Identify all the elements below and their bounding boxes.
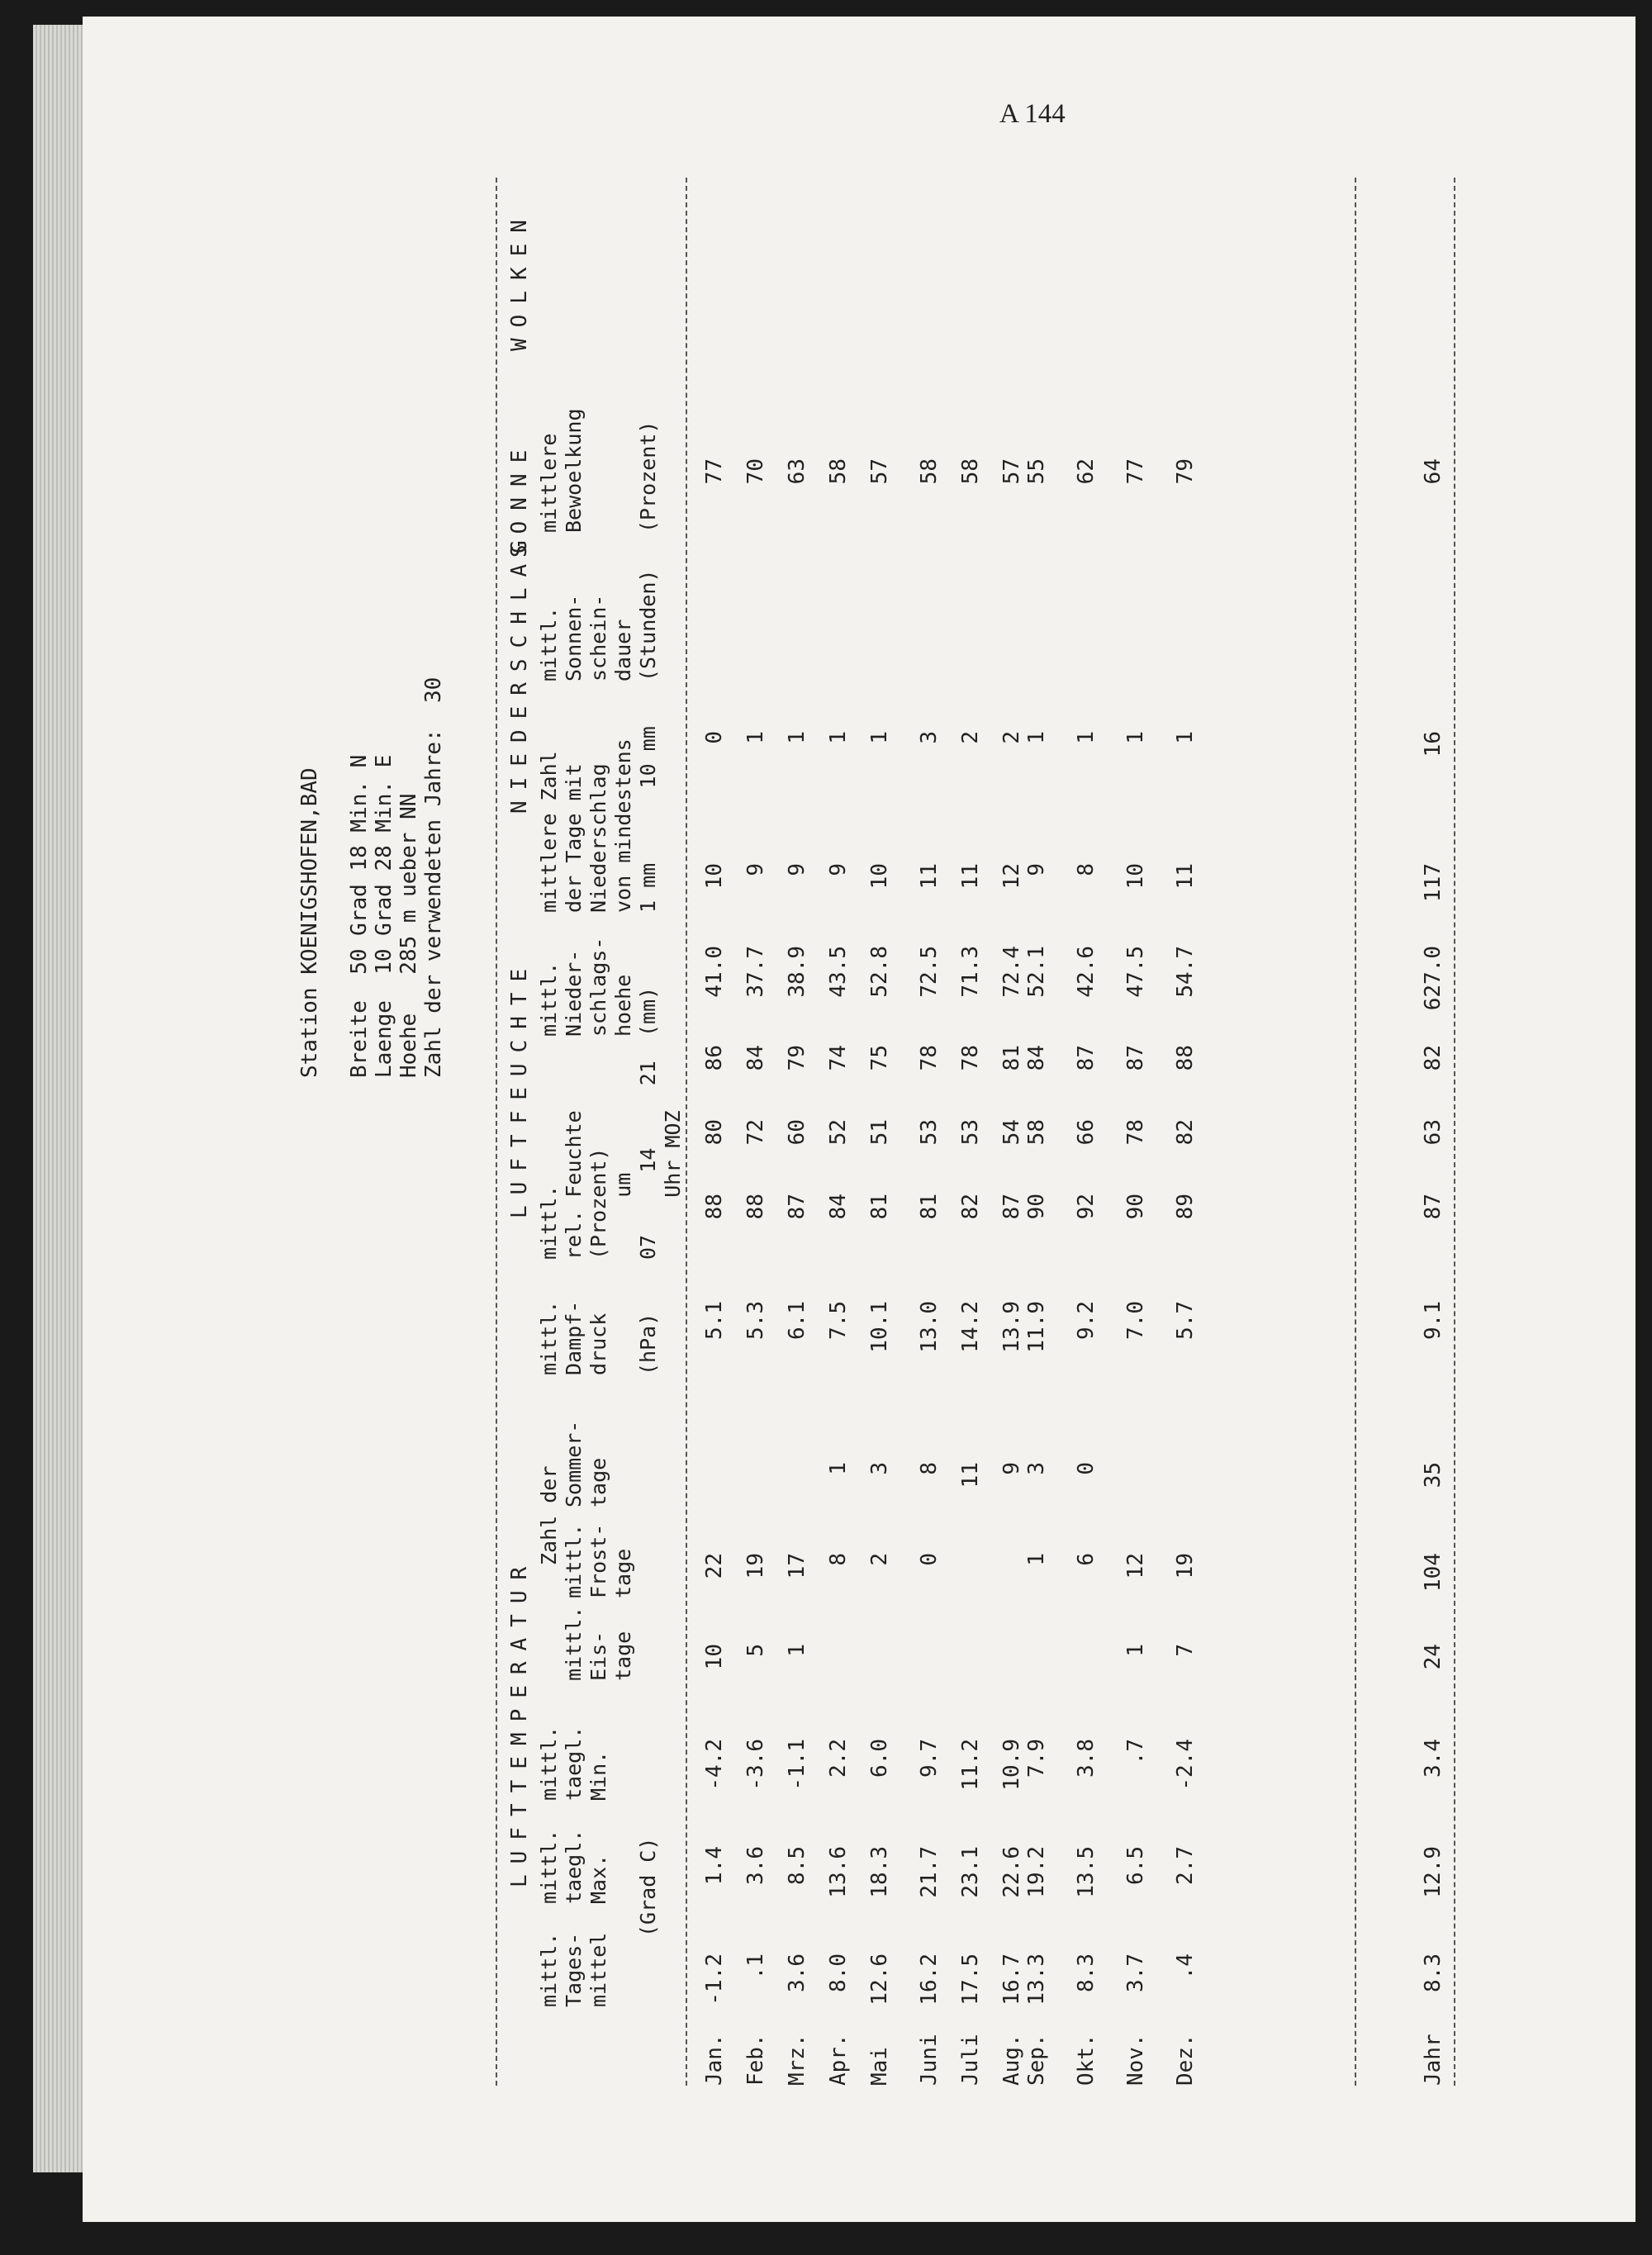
hdr-eistage: mittl. Eis- tage <box>562 1606 635 1681</box>
row-month: Feb. <box>743 2034 768 2086</box>
cell-dampfdruck: 14.2 <box>958 1301 983 1353</box>
cell-sommertage: 3 <box>867 1462 892 1475</box>
cell-min: 3.4 <box>1421 1739 1446 1778</box>
cell-tage-10mm: 1 <box>826 731 851 744</box>
cell-feuchte-14: 53 <box>917 1119 942 1146</box>
cell-feuchte-07: 90 <box>1024 1194 1049 1220</box>
cell-tage-10mm: 3 <box>917 731 942 744</box>
row-month: Juni <box>917 2034 942 2086</box>
cell-tagesmittel: 3.6 <box>785 1954 809 1992</box>
cell-max: 21.7 <box>917 1846 942 1898</box>
cell-bewoelkung: 57 <box>999 458 1024 485</box>
cell-bewoelkung: 63 <box>785 458 809 485</box>
cell-frosttage: 6 <box>1074 1553 1099 1566</box>
cell-bewoelkung: 77 <box>702 458 727 485</box>
cell-tage-1mm: 117 <box>1421 863 1446 902</box>
cell-max: 23.1 <box>958 1846 983 1898</box>
cell-tagesmittel: .1 <box>743 1954 768 1980</box>
cell-bewoelkung: 57 <box>867 458 892 485</box>
cell-dampfdruck: 10.1 <box>867 1301 892 1353</box>
cell-max: 8.5 <box>785 1846 809 1885</box>
cell-dampfdruck: 5.3 <box>743 1301 768 1340</box>
cell-feuchte-07: 82 <box>958 1194 983 1220</box>
cell-niederschlag: 41.0 <box>702 946 727 998</box>
cell-niederschlag: 71.3 <box>958 946 983 998</box>
cell-tage-10mm: 1 <box>1173 731 1198 744</box>
breite: Breite 50 Grad 18 Min. N <box>347 754 372 1078</box>
cell-frosttage: 0 <box>917 1553 942 1566</box>
group-lufttemperatur: LUFTTEMPERATUR <box>507 1555 532 1887</box>
cell-tage-1mm: 9 <box>1024 863 1049 876</box>
row-month: Juli <box>958 2034 983 2086</box>
years-used: Zahl der verwendeten Jahre: 30 <box>421 676 446 1078</box>
cell-dampfdruck: 9.1 <box>1421 1301 1446 1340</box>
cell-min: 10.9 <box>999 1739 1024 1791</box>
header-rule <box>686 178 687 2086</box>
cell-tagesmittel: .4 <box>1173 1954 1198 1980</box>
cell-bewoelkung: 79 <box>1173 458 1198 485</box>
cell-feuchte-14: 53 <box>958 1119 983 1146</box>
cell-sommertage: 8 <box>917 1462 942 1475</box>
cell-feuchte-14: 54 <box>999 1119 1024 1146</box>
cell-eistage: 10 <box>702 1644 727 1670</box>
hdr-dampfdruck: mittl. Dampf- druck (hPa) <box>537 1300 660 1375</box>
cell-max: 12.9 <box>1421 1846 1446 1898</box>
cell-tage-1mm: 11 <box>958 863 983 890</box>
cell-sommertage: 1 <box>826 1462 851 1475</box>
row-month: Okt. <box>1074 2034 1099 2086</box>
cell-feuchte-07: 81 <box>867 1194 892 1220</box>
cell-tage-10mm: 1 <box>1123 731 1148 744</box>
cell-niederschlag: 47.5 <box>1123 946 1148 998</box>
cell-max: 18.3 <box>867 1846 892 1898</box>
hdr-frosttage: mittl. Frost- tage <box>562 1523 635 1598</box>
hdr-min: mittl. taegl. Min. <box>537 1726 610 1801</box>
cell-bewoelkung: 58 <box>917 458 942 485</box>
cell-max: 3.6 <box>743 1846 768 1885</box>
cell-feuchte-21: 82 <box>1421 1045 1446 1071</box>
cell-frosttage: 12 <box>1123 1553 1148 1579</box>
cell-tage-10mm: 2 <box>958 731 983 744</box>
hdr-niederschlagstage: mittlere Zahl der Tage mit Niederschlag von mindestens 1 mm 10 mm <box>537 726 660 913</box>
cell-feuchte-14: 82 <box>1173 1119 1198 1146</box>
cell-dampfdruck: 11.9 <box>1024 1301 1049 1353</box>
hdr-bewoelkung: mittlere Bewoelkung (Prozent) <box>537 408 660 533</box>
cell-niederschlag: 72.4 <box>999 946 1024 998</box>
cell-feuchte-14: 66 <box>1074 1119 1099 1146</box>
row-month: Jahr <box>1421 2034 1446 2086</box>
cell-tagesmittel: 12.6 <box>867 1954 892 2006</box>
cell-feuchte-21: 79 <box>785 1045 809 1071</box>
cell-sommertage: 9 <box>999 1462 1024 1475</box>
cell-feuchte-21: 78 <box>917 1045 942 1071</box>
cell-feuchte-07: 84 <box>826 1194 851 1220</box>
cell-niederschlag: 37.7 <box>743 946 768 998</box>
cell-bewoelkung: 58 <box>826 458 851 485</box>
cell-eistage: 5 <box>743 1644 768 1657</box>
cell-feuchte-07: 88 <box>702 1194 727 1220</box>
hdr-grad-c: (Grad C) <box>636 1837 660 1937</box>
cell-sommertage: 11 <box>958 1462 983 1488</box>
hdr-tagesmittel: mittl. Tages- mittel <box>537 1932 610 2007</box>
row-month: Mrz. <box>785 2034 809 2086</box>
cell-sommertage: 35 <box>1421 1462 1446 1488</box>
cell-frosttage: 19 <box>743 1553 768 1579</box>
cell-feuchte-14: 60 <box>785 1119 809 1146</box>
cell-feuchte-14: 51 <box>867 1119 892 1146</box>
cell-tagesmittel: -1.2 <box>702 1954 727 2006</box>
cell-feuchte-07: 92 <box>1074 1194 1099 1220</box>
cell-feuchte-21: 86 <box>702 1045 727 1071</box>
cell-dampfdruck: 9.2 <box>1074 1301 1099 1340</box>
laenge: Laenge 10 Grad 28 Min. E <box>372 754 396 1078</box>
hdr-sonnenschein: mittl. Sonnen- schein- dauer (Stunden) <box>537 569 660 681</box>
row-month: Jan. <box>702 2034 727 2086</box>
cell-frosttage: 17 <box>785 1553 809 1579</box>
page-number: A 144 <box>999 99 1066 129</box>
climate-table <box>297 178 1470 2086</box>
cell-max: 6.5 <box>1123 1846 1148 1885</box>
cell-feuchte-14: 63 <box>1421 1119 1446 1146</box>
cell-max: 13.6 <box>826 1846 851 1898</box>
cell-min: .7 <box>1123 1739 1148 1765</box>
hdr-niederschlagshoehe: mittl. Nieder- schlags- hoehe (mm) <box>537 937 660 1037</box>
cell-feuchte-14: 58 <box>1024 1119 1049 1146</box>
cell-frosttage: 1 <box>1024 1553 1049 1566</box>
cell-tage-10mm: 0 <box>702 731 727 744</box>
cell-niederschlag: 54.7 <box>1173 946 1198 998</box>
cell-dampfdruck: 7.0 <box>1123 1301 1148 1340</box>
row-month: Nov. <box>1123 2034 1148 2086</box>
cell-feuchte-07: 88 <box>743 1194 768 1220</box>
group-sonne: SONNE <box>507 439 532 558</box>
cell-dampfdruck: 5.7 <box>1173 1301 1198 1340</box>
annual-rule <box>1355 178 1356 2086</box>
cell-tagesmittel: 8.0 <box>826 1954 851 1992</box>
cell-feuchte-07: 87 <box>1421 1194 1446 1220</box>
cell-tage-1mm: 11 <box>917 863 942 890</box>
cell-dampfdruck: 13.9 <box>999 1301 1024 1353</box>
cell-feuchte-07: 89 <box>1173 1194 1198 1220</box>
cell-niederschlag: 42.6 <box>1074 946 1099 998</box>
cell-feuchte-14: 80 <box>702 1119 727 1146</box>
cell-tage-1mm: 10 <box>1123 863 1148 890</box>
cell-dampfdruck: 6.1 <box>785 1301 809 1340</box>
cell-feuchte-21: 84 <box>743 1045 768 1071</box>
cell-min: 7.9 <box>1024 1739 1049 1778</box>
cell-feuchte-21: 84 <box>1024 1045 1049 1071</box>
cell-max: 19.2 <box>1024 1846 1049 1898</box>
cell-eistage: 1 <box>1123 1644 1148 1657</box>
cell-tage-10mm: 1 <box>1024 731 1049 744</box>
cell-tagesmittel: 17.5 <box>958 1954 983 2006</box>
cell-min: 2.2 <box>826 1739 851 1778</box>
cell-niederschlag: 52.8 <box>867 946 892 998</box>
cell-tagesmittel: 8.3 <box>1074 1954 1099 1992</box>
cell-min: -4.2 <box>702 1739 727 1791</box>
cell-niederschlag: 627.0 <box>1421 946 1446 1011</box>
station-coordinates <box>347 755 421 1078</box>
cell-feuchte-07: 90 <box>1123 1194 1148 1220</box>
cell-eistage: 7 <box>1173 1644 1198 1657</box>
cell-feuchte-21: 78 <box>958 1045 983 1071</box>
cell-niederschlag: 52.1 <box>1024 946 1049 998</box>
cell-niederschlag: 38.9 <box>785 946 809 998</box>
cell-min: 6.0 <box>867 1739 892 1778</box>
cell-feuchte-07: 87 <box>785 1194 809 1220</box>
cell-min: -1.1 <box>785 1739 809 1791</box>
cell-max: 22.6 <box>999 1846 1024 1898</box>
cell-tage-1mm: 10 <box>867 863 892 890</box>
cell-tagesmittel: 8.3 <box>1421 1954 1446 1992</box>
hdr-rel-feuchte: mittl. rel. Feuchte (Prozent) um 07 14 21 Uhr MOZ <box>537 1061 685 1260</box>
cell-tage-10mm: 1 <box>1074 731 1099 744</box>
row-month: Dez. <box>1173 2034 1198 2086</box>
cell-tage-10mm: 1 <box>867 731 892 744</box>
cell-tage-1mm: 8 <box>1074 863 1099 876</box>
cell-frosttage: 8 <box>826 1553 851 1566</box>
cell-feuchte-14: 78 <box>1123 1119 1148 1146</box>
cell-niederschlag: 43.5 <box>826 946 851 998</box>
cell-min: 11.2 <box>958 1739 983 1791</box>
cell-bewoelkung: 55 <box>1024 458 1049 485</box>
cell-tage-10mm: 16 <box>1421 731 1446 757</box>
bottom-rule <box>1454 178 1455 2086</box>
cell-tage-1mm: 9 <box>743 863 768 876</box>
cell-bewoelkung: 62 <box>1074 458 1099 485</box>
row-month: Mai <box>867 2047 892 2086</box>
cell-dampfdruck: 7.5 <box>826 1301 851 1340</box>
group-niederschlag: NIEDERSCHLAG <box>507 529 532 814</box>
top-rule <box>496 178 497 2086</box>
hdr-zahl-der: Zahl der <box>537 1465 561 1565</box>
cell-min: -3.6 <box>743 1739 768 1791</box>
hdr-max: mittl. taegl. Max. <box>537 1829 610 1904</box>
cell-min: -2.4 <box>1173 1739 1198 1791</box>
station-name: Station KOENIGSHOFEN,BAD <box>297 767 322 1078</box>
cell-tagesmittel: 16.7 <box>999 1954 1024 2006</box>
cell-tage-1mm: 9 <box>826 863 851 876</box>
cell-frosttage: 2 <box>867 1553 892 1566</box>
cell-frosttage: 104 <box>1421 1553 1446 1592</box>
cell-frosttage: 19 <box>1173 1553 1198 1579</box>
cell-tage-10mm: 1 <box>785 731 809 744</box>
cell-tage-1mm: 12 <box>999 863 1024 890</box>
cell-bewoelkung: 70 <box>743 458 768 485</box>
cell-max: 1.4 <box>702 1846 727 1885</box>
cell-feuchte-07: 87 <box>999 1194 1024 1220</box>
group-wolken: WOLKEN <box>507 209 532 351</box>
cell-niederschlag: 72.5 <box>917 946 942 998</box>
row-month: Apr. <box>826 2034 851 2086</box>
cell-dampfdruck: 13.0 <box>917 1301 942 1353</box>
cell-tagesmittel: 16.2 <box>917 1954 942 2006</box>
cell-feuchte-21: 81 <box>999 1045 1024 1071</box>
cell-min: 3.8 <box>1074 1739 1099 1778</box>
cell-tagesmittel: 3.7 <box>1123 1954 1148 1992</box>
cell-eistage: 1 <box>785 1644 809 1657</box>
cell-feuchte-21: 75 <box>867 1045 892 1071</box>
cell-max: 13.5 <box>1074 1846 1099 1898</box>
cell-min: 9.7 <box>917 1739 942 1778</box>
cell-sommertage: 0 <box>1074 1462 1099 1475</box>
cell-frosttage: 22 <box>702 1553 727 1579</box>
cell-feuchte-14: 72 <box>743 1119 768 1146</box>
cell-eistage: 24 <box>1421 1644 1446 1670</box>
cell-tagesmittel: 13.3 <box>1024 1954 1049 2006</box>
cell-sommertage: 3 <box>1024 1462 1049 1475</box>
group-luftfeuchte: LUFTFEUCHTE <box>507 957 532 1218</box>
cell-bewoelkung: 58 <box>958 458 983 485</box>
cell-bewoelkung: 77 <box>1123 458 1148 485</box>
cell-tage-10mm: 1 <box>743 731 768 744</box>
cell-feuchte-21: 87 <box>1123 1045 1148 1071</box>
cell-max: 2.7 <box>1173 1846 1198 1885</box>
cell-bewoelkung: 64 <box>1421 458 1446 485</box>
cell-feuchte-07: 81 <box>917 1194 942 1220</box>
row-month: Sep. <box>1024 2034 1049 2086</box>
cell-tage-1mm: 10 <box>702 863 727 890</box>
cell-feuchte-21: 74 <box>826 1045 851 1071</box>
cell-tage-1mm: 9 <box>785 863 809 876</box>
cell-feuchte-14: 52 <box>826 1119 851 1146</box>
cell-feuchte-21: 88 <box>1173 1045 1198 1071</box>
cell-dampfdruck: 5.1 <box>702 1301 727 1340</box>
cell-tage-1mm: 11 <box>1173 863 1198 890</box>
cell-feuchte-21: 87 <box>1074 1045 1099 1071</box>
row-month: Aug. <box>999 2034 1024 2086</box>
cell-tage-10mm: 2 <box>999 731 1024 744</box>
hoehe: Hoehe 285 m ueber NN <box>396 793 421 1078</box>
hdr-sommertage: Sommer- tage <box>562 1420 610 1507</box>
